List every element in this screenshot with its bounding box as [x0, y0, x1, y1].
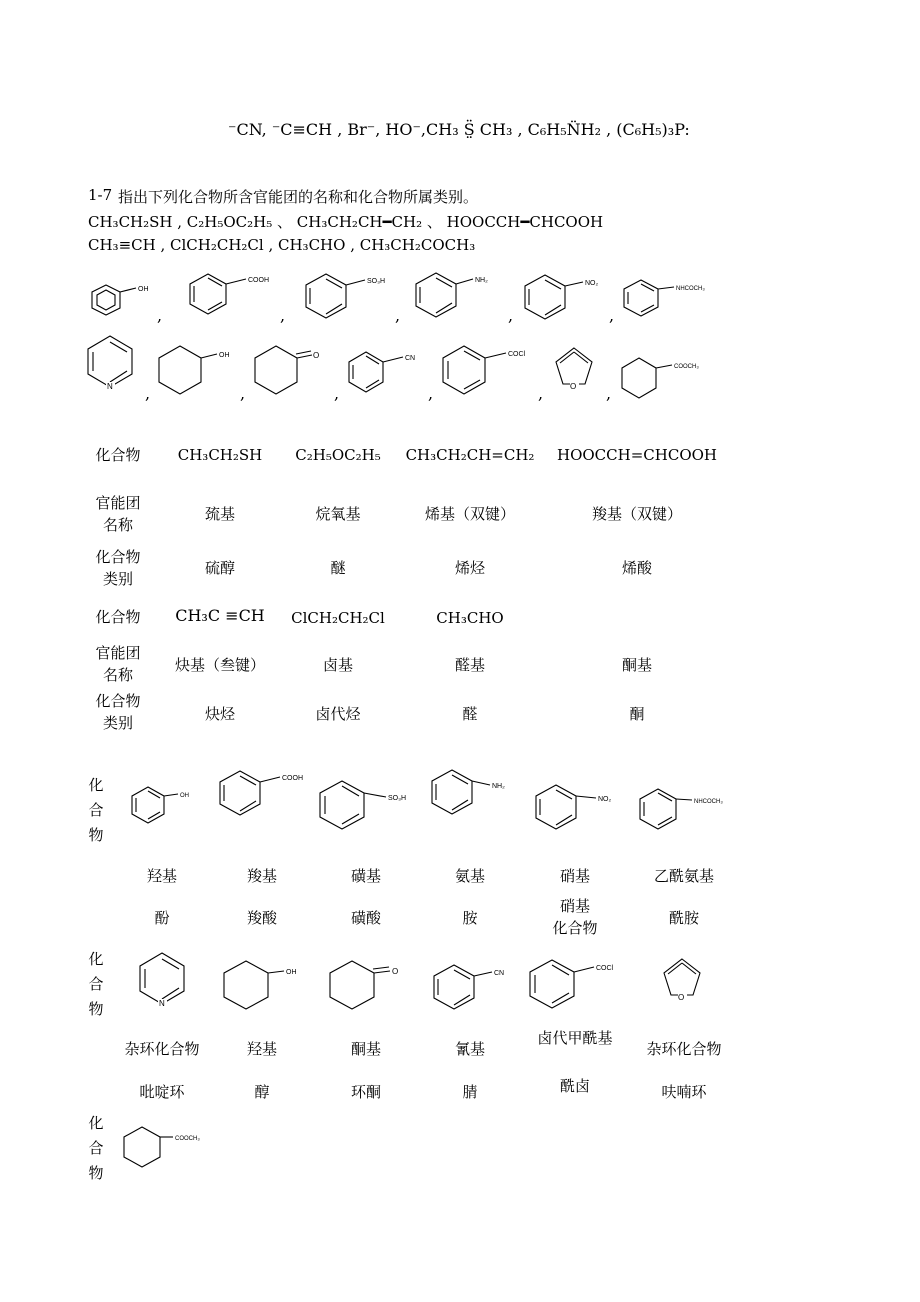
structure-row-d — [120, 945, 740, 1020]
svg-text:SO₃H: SO₃H — [367, 278, 386, 285]
table2-class: 酰胺 — [668, 909, 699, 927]
table1-header-compound-2: 化合物 — [95, 608, 141, 626]
furan-structure — [556, 348, 592, 391]
table2-group: 羟基 — [146, 867, 177, 885]
svg-text:COOH: COOH — [282, 775, 303, 782]
table1-class: 酮 — [629, 705, 645, 723]
table1-compound: CH₃C ≡CH — [175, 606, 265, 625]
compound-line-2: CH₃≡CH , ClCH₂CH₂Cl , CH₃CHO , CH₃CH₂COCH₃ — [88, 236, 476, 254]
table1-compound: C₂H₅OC₂H₅ — [295, 446, 381, 464]
table1-group: 巯基 — [204, 505, 235, 523]
table1-group: 炔基（叁键） — [174, 656, 265, 674]
table2-group: 杂环化合物 — [646, 1040, 722, 1058]
aniline-structure — [416, 273, 488, 317]
table2-class: 酚 — [154, 909, 170, 927]
table1-class: 硫醇 — [204, 559, 235, 577]
table2-class: 吡啶环 — [139, 1083, 185, 1101]
table1-class: 卤代烃 — [315, 705, 361, 723]
table2-class: 腈 — [462, 1083, 478, 1101]
svg-text:COOCH₃: COOCH₃ — [175, 1136, 200, 1142]
cyclohexanol-structure — [159, 346, 230, 394]
table2-group: 硝基 — [559, 867, 590, 885]
svg-text:OH: OH — [219, 352, 230, 359]
table1-compound: HOOCCH=CHCOOH — [557, 446, 717, 464]
svg-text:NO₂: NO₂ — [598, 796, 612, 803]
table2-group: 杂环化合物 — [124, 1040, 200, 1058]
table2-group: 酮基 — [350, 1040, 381, 1058]
benzoic-acid-structure — [190, 274, 269, 314]
svg-text:CN: CN — [494, 970, 505, 977]
table2-class: 羧酸 — [246, 909, 277, 927]
table1-group: 酮基 — [621, 656, 652, 674]
table2-class: 环酮 — [350, 1083, 381, 1101]
svg-text:N: N — [159, 999, 165, 1008]
table1-group: 醛基 — [454, 656, 485, 674]
structure-row-e — [120, 1115, 240, 1175]
benzoic-acid-structure — [220, 771, 303, 815]
table1-header-class: 化合物 类别 — [95, 548, 141, 588]
svg-text:N: N — [107, 382, 113, 391]
structure-row-c — [120, 765, 740, 835]
table1-compound: CH₃CHO — [436, 609, 504, 627]
table1-group: 烯基（双键） — [424, 505, 515, 523]
methyl-cyclohexanecarboxylate-structure — [622, 358, 699, 398]
structure-row-b — [80, 332, 720, 404]
table2-class: 胺 — [462, 909, 478, 927]
nitrobenzene-structure — [525, 275, 599, 319]
table2-group: 氰基 — [454, 1040, 485, 1058]
question-number: 1-7 — [88, 186, 113, 204]
table1-class: 烯酸 — [621, 559, 652, 577]
table2-class: 硝基 化合物 — [552, 897, 598, 937]
svg-text:O: O — [392, 967, 399, 976]
svg-text:COOH: COOH — [248, 277, 269, 284]
svg-text:SO₃H: SO₃H — [388, 795, 407, 802]
benzenesulfonic-acid-structure — [306, 274, 385, 318]
table2-group: 羧基 — [246, 867, 277, 885]
furan-structure — [664, 959, 700, 1002]
svg-text:COCl: COCl — [596, 965, 614, 972]
svg-text:O: O — [678, 993, 685, 1002]
table1-compound: CH₃CH₂CH=CH₂ — [405, 446, 535, 464]
svg-text:COCl: COCl — [508, 351, 526, 358]
table1-class: 炔烃 — [204, 705, 235, 723]
nitrobenzene-structure — [536, 785, 612, 829]
svg-text:NH₂: NH₂ — [475, 277, 488, 284]
table2-class: 醇 — [254, 1083, 270, 1101]
table1-class: 醚 — [330, 559, 346, 577]
table1-class: 醛 — [462, 705, 478, 723]
pyridine-structure — [88, 336, 132, 391]
benzonitrile-structure — [349, 352, 415, 392]
table2-group: 磺基 — [350, 867, 381, 885]
table1-group: 烷氧基 — [315, 505, 361, 523]
svg-text:O: O — [313, 351, 320, 360]
svg-text:OH: OH — [286, 969, 297, 976]
cyclohexanol-structure — [224, 961, 297, 1009]
cyclohexanone-structure — [255, 346, 319, 394]
svg-text:NHCOCH₃: NHCOCH₃ — [694, 799, 723, 805]
table2-group: 乙酰氨基 — [653, 867, 714, 885]
table1-header-compound: 化合物 — [95, 446, 141, 464]
table2-group: 羟基 — [246, 1040, 277, 1058]
svg-text:CN: CN — [405, 355, 416, 362]
table1-group: 羧基（双键） — [591, 505, 682, 523]
benzenesulfonic-acid-structure — [320, 781, 406, 829]
table2-group: 卤代甲酰基 — [537, 1029, 613, 1047]
table1-compound: CH₃CH₂SH — [177, 446, 263, 464]
benzoyl-chloride-structure — [443, 346, 526, 394]
table1-compound: ClCH₂CH₂Cl — [291, 609, 385, 627]
table2-class: 磺酸 — [350, 909, 381, 927]
table1-header-fg: 官能团 名称 — [95, 494, 141, 534]
table1-class: 烯烃 — [454, 559, 485, 577]
methyl-cyclohexanecarboxylate-structure — [124, 1127, 200, 1167]
svg-text:OH: OH — [138, 286, 149, 293]
question-text: 指出下列化合物所含官能团的名称和化合物所属类别。 — [118, 188, 479, 206]
aniline-structure — [432, 770, 505, 814]
table2-class: 酰卤 — [559, 1077, 590, 1095]
svg-text:NO₂: NO₂ — [585, 280, 599, 287]
acetanilide-structure — [624, 280, 705, 316]
nucleophiles-line: ⁻CN, ⁻C≡CH , Br⁻, HO⁻,CH₃ S̤̈ CH₃ , C₆H₅N̈H₂ , (C₆H₅)₃P: — [228, 120, 690, 139]
svg-text:OH: OH — [180, 793, 189, 799]
table1-header-class-2: 化合物 类别 — [95, 692, 141, 732]
cyclohexanone-structure — [330, 961, 398, 1009]
svg-text:COOCH₃: COOCH₃ — [674, 364, 699, 370]
phenol-structure — [92, 285, 149, 315]
svg-text:O: O — [570, 382, 577, 391]
table1-group: 卤基 — [322, 656, 353, 674]
benzonitrile-structure — [434, 965, 504, 1009]
table2-class: 呋喃环 — [661, 1083, 707, 1101]
pyridine-structure — [140, 953, 184, 1008]
acetanilide-structure — [640, 789, 723, 829]
svg-text:NH₂: NH₂ — [492, 783, 505, 790]
table1-header-fg-2: 官能团 名称 — [95, 644, 141, 684]
phenol-structure — [132, 787, 189, 823]
benzoyl-chloride-structure — [530, 960, 614, 1008]
table2-group: 氨基 — [454, 867, 485, 885]
svg-text:NHCOCH₃: NHCOCH₃ — [676, 286, 705, 292]
compound-line-1: CH₃CH₂SH , C₂H₅OC₂H₅ 、 CH₃CH₂CH━CH₂ 、 HOOCCH━CHCOOH — [88, 213, 604, 231]
